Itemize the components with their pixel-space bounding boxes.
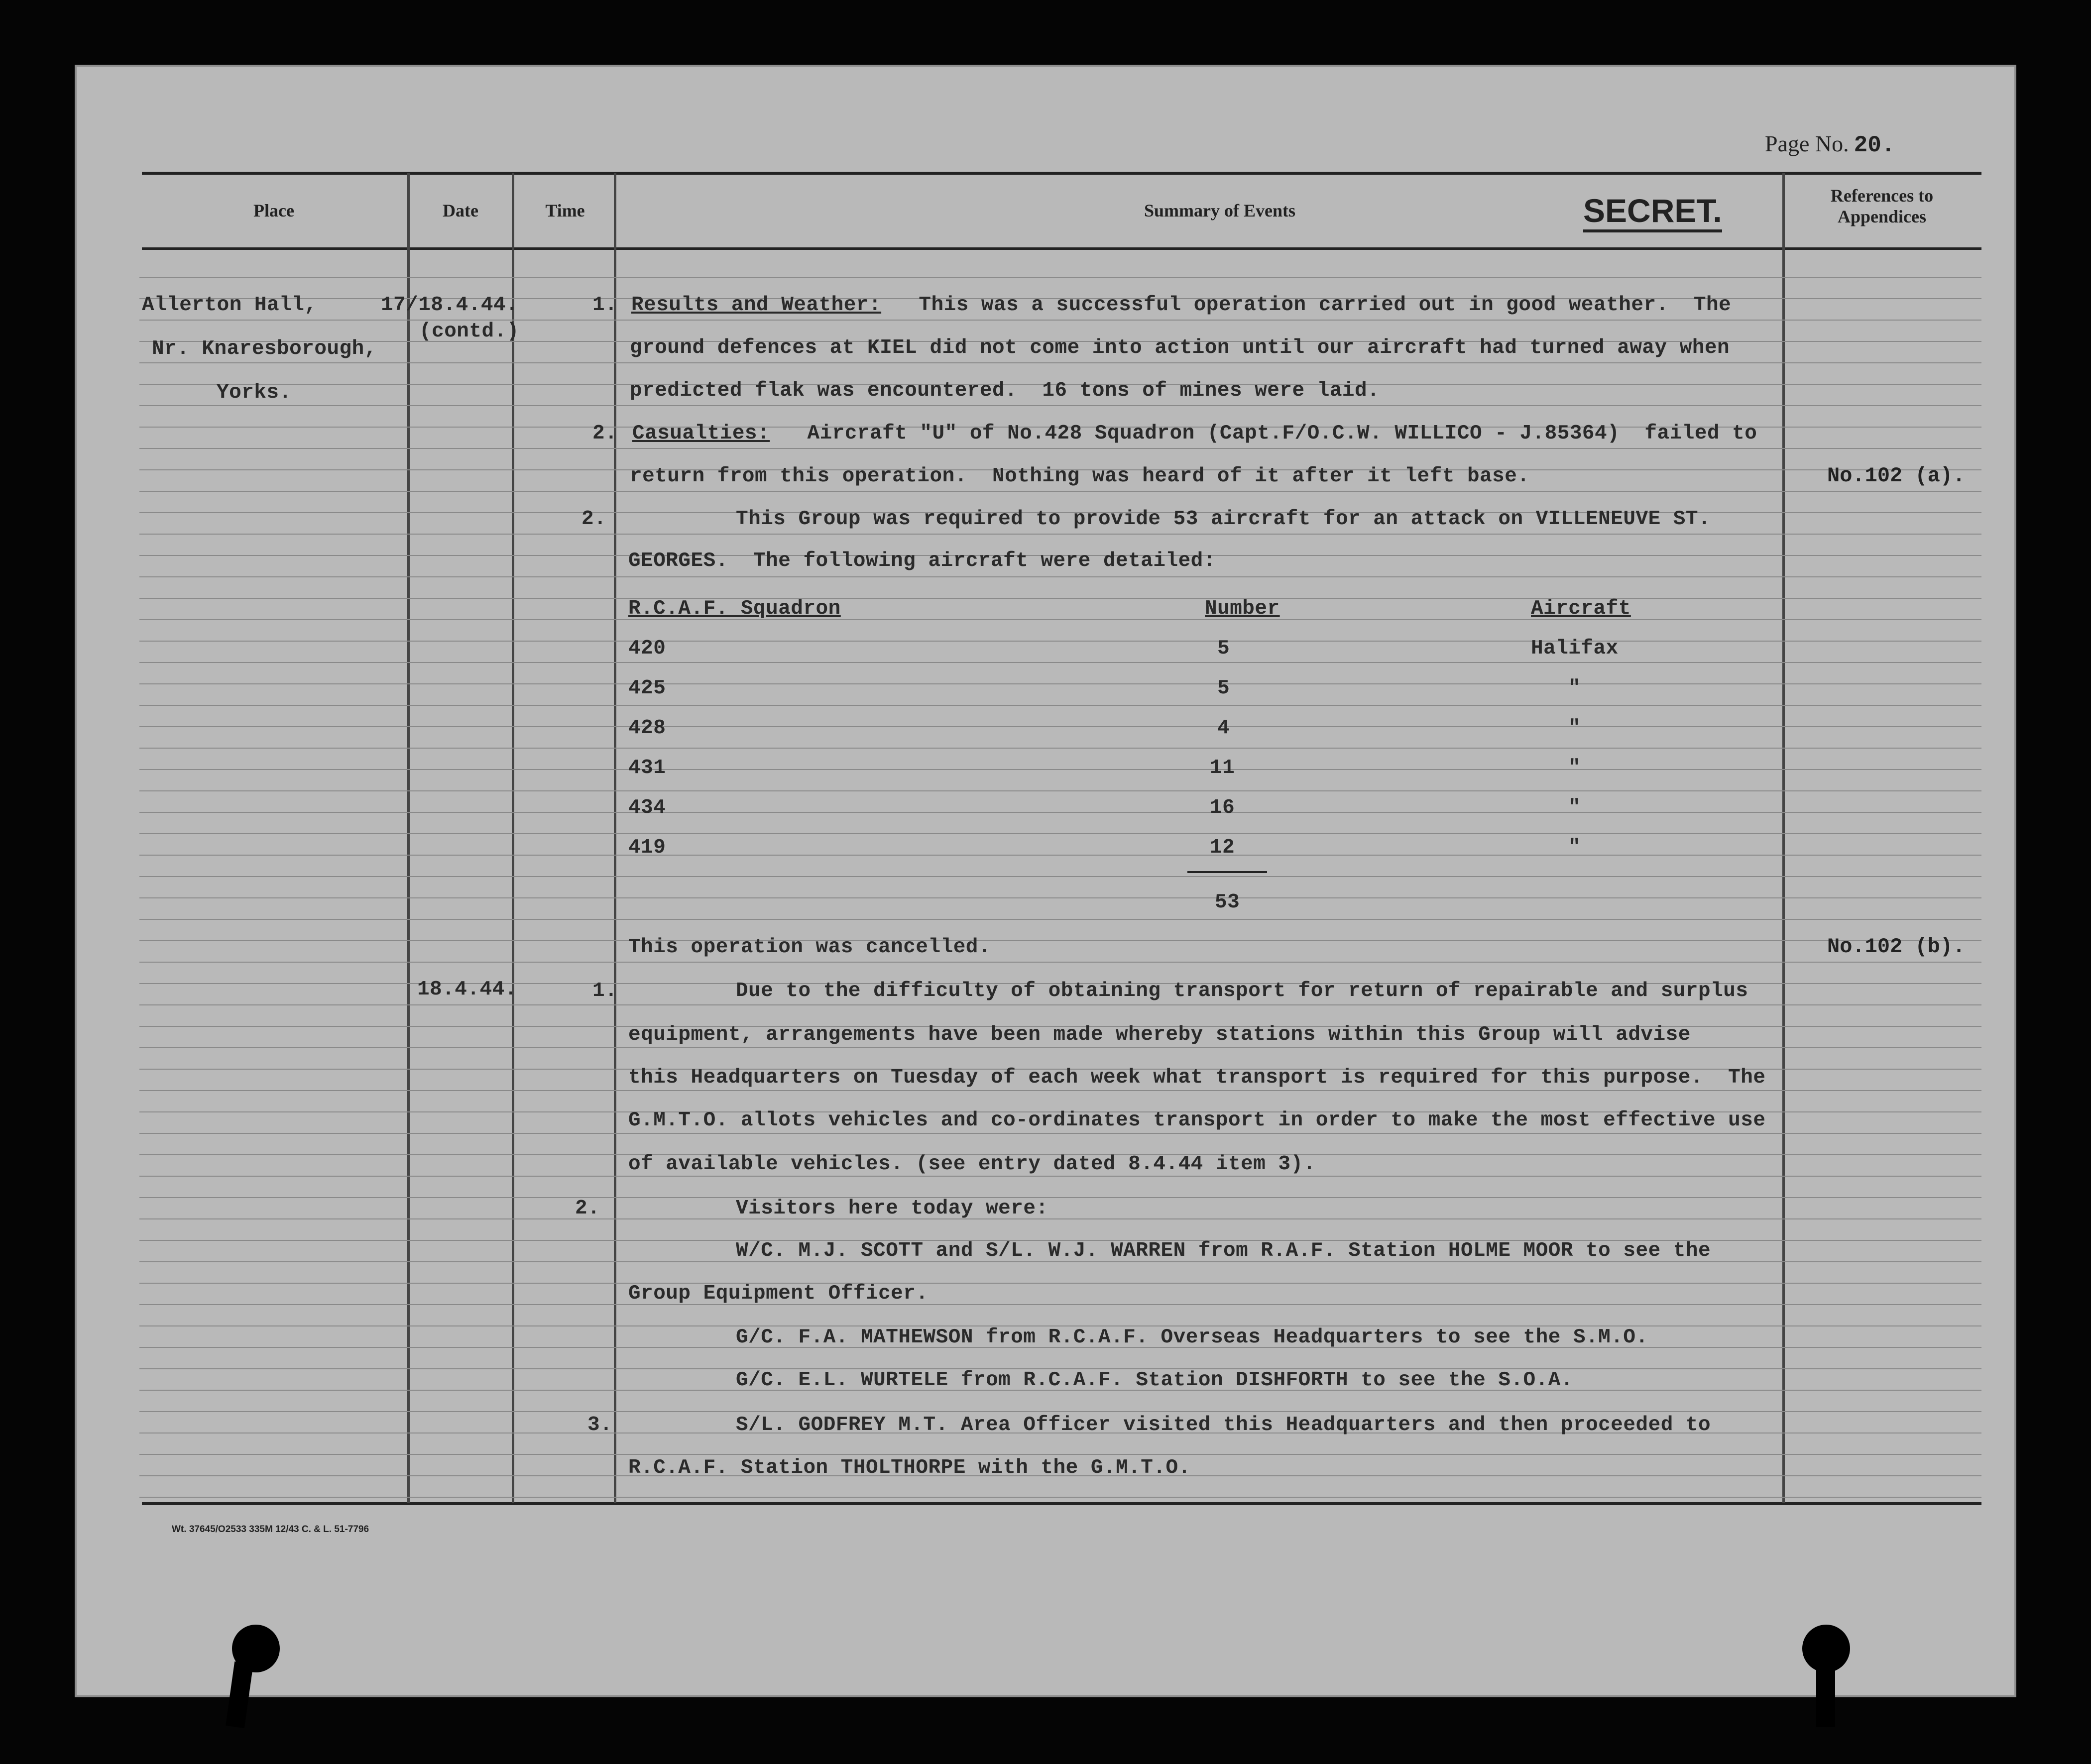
ruled-line	[139, 1176, 1981, 1177]
date-entry-1-note: (contd.)	[419, 320, 519, 343]
ruled-line	[139, 362, 1981, 363]
ruled-line	[139, 641, 1981, 642]
ruled-line	[139, 769, 1981, 770]
ruled-line	[139, 1497, 1981, 1498]
ruled-line	[139, 726, 1981, 727]
entry-text: R.C.A.F. Station THOLTHORPE with the G.M.T.O.	[628, 1456, 1191, 1479]
entry-text: this Headquarters on Tuesday of each week what transport is required for this purpose. The	[628, 1066, 1766, 1089]
detail-squadron: 419	[628, 836, 666, 859]
ruled-line	[139, 1047, 1981, 1048]
detail-squadron: 434	[628, 796, 666, 819]
reference-appendix-b: No.102 (b).	[1827, 935, 1966, 959]
ruled-line	[139, 1304, 1981, 1305]
entry-text: ground defences at KIEL did not come into action until our aircraft had turned away when	[630, 336, 1730, 359]
entry-text: return from this operation. Nothing was heard of it after it left base.	[630, 465, 1530, 488]
detail-number: 12	[1210, 836, 1235, 859]
entry-heading: Casualties:	[632, 422, 770, 445]
item-number: 2.	[575, 1197, 600, 1220]
entry-casualties	[632, 422, 1757, 445]
detail-aircraft: "	[1568, 677, 1581, 700]
place-line-3: Yorks.	[217, 381, 292, 404]
detail-number: 16	[1210, 796, 1235, 819]
detail-number: 4	[1217, 717, 1230, 740]
entry-text: equipment, arrangements have been made whereby stations within this Group will advise	[628, 1023, 1691, 1046]
entry-text: S/L. GODFREY M.T. Area Officer visited this Headquarters and then proceeded to	[736, 1414, 1711, 1436]
ruled-line	[139, 833, 1981, 834]
entry-text: Due to the difficulty of obtaining transport for return of repairable and surplus	[736, 980, 1748, 1002]
page-number	[1765, 130, 1895, 158]
detail-aircraft: "	[1568, 757, 1581, 779]
ruled-line	[139, 534, 1981, 535]
ruled-line	[139, 897, 1981, 898]
entry-text: This was a successful operation carried out in good weather. The	[919, 294, 1732, 317]
place-line-2: Nr. Knaresborough,	[152, 337, 377, 360]
item-number: 2.	[592, 422, 618, 445]
ruled-line	[139, 277, 1981, 278]
detail-squadron: 420	[628, 637, 666, 660]
date-entry-1: 17/18.4.44.	[381, 294, 519, 317]
punch-hole-slot	[1816, 1662, 1835, 1727]
detail-squadron: 431	[628, 757, 666, 779]
detail-number: 5	[1217, 677, 1230, 700]
ruled-line	[139, 855, 1981, 856]
detail-header-aircraft: Aircraft	[1531, 597, 1631, 620]
ruled-line	[139, 576, 1981, 577]
ruled-line	[139, 1454, 1981, 1455]
ruled-line	[139, 812, 1981, 813]
detail-aircraft: "	[1568, 717, 1581, 740]
header-place: Place	[253, 201, 294, 220]
detail-aircraft: "	[1568, 836, 1581, 859]
ruled-line	[139, 1197, 1981, 1198]
page-number-label: Page No.	[1765, 131, 1849, 156]
header-references: References to Appendices	[1830, 186, 1934, 226]
entry-text: Aircraft "U" of No.428 Squadron (Capt.F/O.C.W. WILLICO - J.85364) failed to	[807, 422, 1757, 445]
ruled-line	[139, 962, 1981, 963]
detail-number: 11	[1210, 757, 1235, 779]
ruled-line	[139, 705, 1981, 706]
ruled-line	[139, 1283, 1981, 1284]
total-rule	[1187, 871, 1267, 873]
ruled-line	[139, 683, 1981, 684]
ruled-line	[139, 1090, 1981, 1091]
entry-results-weather	[631, 294, 1731, 317]
page-number-value: 20.	[1854, 132, 1895, 158]
ruled-line	[139, 662, 1981, 663]
place-line-1: Allerton Hall,	[142, 294, 317, 317]
ruled-line	[139, 1218, 1981, 1219]
header-summary: Summary of Events	[1144, 201, 1295, 220]
item-number: 3.	[587, 1414, 613, 1436]
form-footer-code: Wt. 37645/O2533 335M 12/43 C. & L. 51-7796	[172, 1524, 369, 1535]
secret-stamp: SECRET.	[1583, 192, 1722, 232]
ruled-line	[139, 598, 1981, 599]
entry-heading: Results and Weather:	[631, 294, 882, 317]
ruled-line	[139, 748, 1981, 749]
ruled-line	[139, 320, 1981, 321]
detail-number: 5	[1217, 637, 1230, 660]
entry-text: This Group was required to provide 53 aircraft for an attack on VILLENEUVE ST.	[736, 508, 1711, 531]
entry-text: G/C. F.A. MATHEWSON from R.C.A.F. Overseas Headquarters to see the S.M.O.	[736, 1326, 1648, 1349]
detail-aircraft: Halifax	[1531, 637, 1619, 660]
ruled-line	[139, 405, 1981, 406]
entry-text: Visitors here today were:	[736, 1197, 1048, 1220]
header-date: Date	[443, 201, 478, 220]
detail-header-squadron: R.C.A.F. Squadron	[628, 597, 841, 620]
entry-text: of available vehicles. (see entry dated 8.4.44 item 3).	[628, 1153, 1316, 1176]
item-number: 2.	[581, 508, 607, 531]
table-bottom-rule	[142, 1502, 1981, 1505]
detail-header-number: Number	[1205, 597, 1280, 620]
header-top-rule	[142, 172, 1981, 175]
entry-text: GEORGES. The following aircraft were detailed:	[628, 550, 1216, 572]
ruled-line	[139, 1133, 1981, 1134]
ruled-line	[139, 876, 1981, 877]
entry-text: predicted flak was encountered. 16 tons of mines were laid.	[630, 379, 1380, 402]
ruled-line	[139, 790, 1981, 791]
detail-total: 53	[1215, 891, 1240, 914]
entry-text: G/C. E.L. WURTELE from R.C.A.F. Station DISHFORTH to see the S.O.A.	[736, 1369, 1573, 1392]
ruled-line	[139, 619, 1981, 620]
entry-text: G.M.T.O. allots vehicles and co-ordinates transport in order to make the most effective use	[628, 1109, 1766, 1132]
entry-text: W/C. M.J. SCOTT and S/L. W.J. WARREN from R.A.F. Station HOLME MOOR to see the	[736, 1239, 1711, 1262]
detail-aircraft: "	[1568, 796, 1581, 819]
detail-squadron: 425	[628, 677, 666, 700]
ruled-line	[139, 491, 1981, 492]
reference-appendix-a: No.102 (a).	[1827, 464, 1966, 488]
date-entry-2: 18.4.44.	[417, 978, 517, 1001]
header-time: Time	[545, 201, 585, 220]
ruled-line	[139, 919, 1981, 920]
header-bottom-rule	[142, 247, 1981, 250]
detail-squadron: 428	[628, 717, 666, 740]
ruled-line	[139, 1411, 1981, 1412]
ruled-line	[139, 448, 1981, 449]
item-number: 1.	[592, 294, 618, 317]
cancelled-note: This operation was cancelled.	[628, 936, 991, 959]
ruled-line	[139, 940, 1981, 941]
ruled-line	[139, 1004, 1981, 1005]
entry-text: Group Equipment Officer.	[628, 1282, 929, 1305]
item-number: 1.	[592, 980, 618, 1002]
